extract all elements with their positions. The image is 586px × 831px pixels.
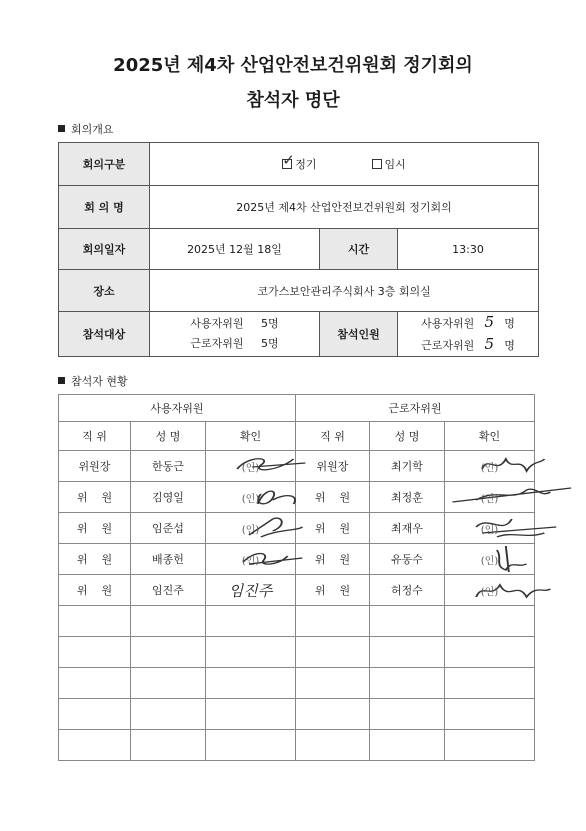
seal-stamp-mark: (인) <box>241 524 260 536</box>
column-header-position: 직 위 <box>296 422 370 451</box>
attendance-label: 참석인원 <box>320 312 398 357</box>
signature-cell <box>445 513 535 544</box>
table-row <box>59 544 535 575</box>
empty-row <box>59 637 535 668</box>
table-row <box>59 482 535 513</box>
seal-stamp-mark: (인) <box>480 493 499 505</box>
table-row <box>59 451 535 482</box>
meeting-type-options <box>150 143 539 186</box>
seal-stamp-mark: (인) <box>480 586 499 598</box>
handwritten-employer-count: 5 <box>484 313 495 331</box>
employer-group-header: 사용자위원 <box>59 395 296 422</box>
empty-row <box>59 730 535 761</box>
meeting-date-label: 회의일자 <box>59 229 150 270</box>
signature-cell <box>445 544 535 575</box>
meeting-place-label: 장소 <box>59 270 150 312</box>
employer-name: 임진주 <box>131 575 206 606</box>
section-heading-attendees: 참석자 현황 <box>58 373 128 389</box>
handwritten-worker-count: 5 <box>484 335 495 353</box>
meeting-time-label: 시간 <box>320 229 398 270</box>
signature-cell <box>206 575 296 606</box>
signature-cell <box>445 451 535 482</box>
checked-checkbox-icon: ✓ <box>282 151 295 169</box>
column-header-confirm: 확인 <box>206 422 296 451</box>
signature-cell <box>445 575 535 606</box>
signature-stroke <box>497 546 527 572</box>
worker-position: 위 원 <box>296 513 370 544</box>
seal-stamp-mark: (인) <box>241 462 260 474</box>
seal-stamp-mark: (인) <box>480 555 499 567</box>
meeting-name-value: 2025년 제4차 산업안전보건위원회 정기회의 <box>150 186 539 229</box>
column-header-name: 성 명 <box>370 422 445 451</box>
attendance-value: 사용자위원 5 명 근로자위원 5 명 <box>398 312 539 357</box>
option-regular: ✓ 정기 <box>282 151 317 171</box>
column-header-confirm: 확인 <box>445 422 535 451</box>
worker-name: 최기학 <box>370 451 445 482</box>
meeting-time-value: 13:30 <box>398 229 539 270</box>
seal-stamp-mark: (인) <box>241 493 260 505</box>
employer-position: 위원장 <box>59 451 131 482</box>
employer-name: 배종헌 <box>131 544 206 575</box>
worker-name: 최재우 <box>370 513 445 544</box>
worker-position: 위 원 <box>296 544 370 575</box>
handwritten-signature: 임진주 <box>228 581 273 600</box>
empty-row <box>59 606 535 637</box>
worker-name: 유동수 <box>370 544 445 575</box>
option-special: 임시 <box>372 158 406 171</box>
column-header-position: 직 위 <box>59 422 131 451</box>
seal-stamp-mark: (인) <box>480 462 499 474</box>
target-value: 사용자위원 5명 근로자위원 5명 <box>150 312 320 357</box>
worker-name: 허정수 <box>370 575 445 606</box>
signature-cell <box>206 544 296 575</box>
signature-cell <box>206 513 296 544</box>
worker-group-header: 근로자위원 <box>296 395 535 422</box>
signature-stroke <box>258 491 295 504</box>
worker-name: 최정훈 <box>370 482 445 513</box>
seal-stamp-mark: (인) <box>480 524 499 536</box>
employer-position: 위 원 <box>59 513 131 544</box>
employer-name: 한동근 <box>131 451 206 482</box>
employer-position: 위 원 <box>59 575 131 606</box>
table-row <box>59 575 535 606</box>
meeting-place-value: 코가스보안관리주식회사 3층 회의실 <box>150 270 539 312</box>
target-label: 참석대상 <box>59 312 150 357</box>
worker-position: 위원장 <box>296 451 370 482</box>
square-bullet-icon <box>58 125 65 132</box>
worker-position: 위 원 <box>296 482 370 513</box>
employer-position: 위 원 <box>59 544 131 575</box>
meeting-type-label: 회의구분 <box>59 143 150 186</box>
signature-stroke <box>452 488 571 502</box>
section-heading-overview: 회의개요 <box>58 121 114 137</box>
table-row <box>59 513 535 544</box>
square-bullet-icon <box>58 377 65 384</box>
meeting-date-value: 2025년 12월 18일 <box>150 229 320 270</box>
column-header-name: 성 명 <box>131 422 206 451</box>
meeting-name-label: 회 의 명 <box>59 186 150 229</box>
checkbox-icon <box>372 159 382 169</box>
employer-name: 김영일 <box>131 482 206 513</box>
worker-position: 위 원 <box>296 575 370 606</box>
signature-cell <box>445 482 535 513</box>
signature-cell <box>206 482 296 513</box>
empty-row <box>59 699 535 730</box>
attendees-table <box>58 394 535 761</box>
employer-position: 위 원 <box>59 482 131 513</box>
meeting-overview-table <box>58 142 539 357</box>
seal-stamp-mark: (인) <box>241 555 260 567</box>
document-subtitle: 참석자 명단 <box>246 90 340 111</box>
document-title: 2025년 제4차 산업안전보건위원회 정기회의 <box>113 55 473 76</box>
empty-row <box>59 668 535 699</box>
employer-name: 임준섭 <box>131 513 206 544</box>
signature-cell <box>206 451 296 482</box>
